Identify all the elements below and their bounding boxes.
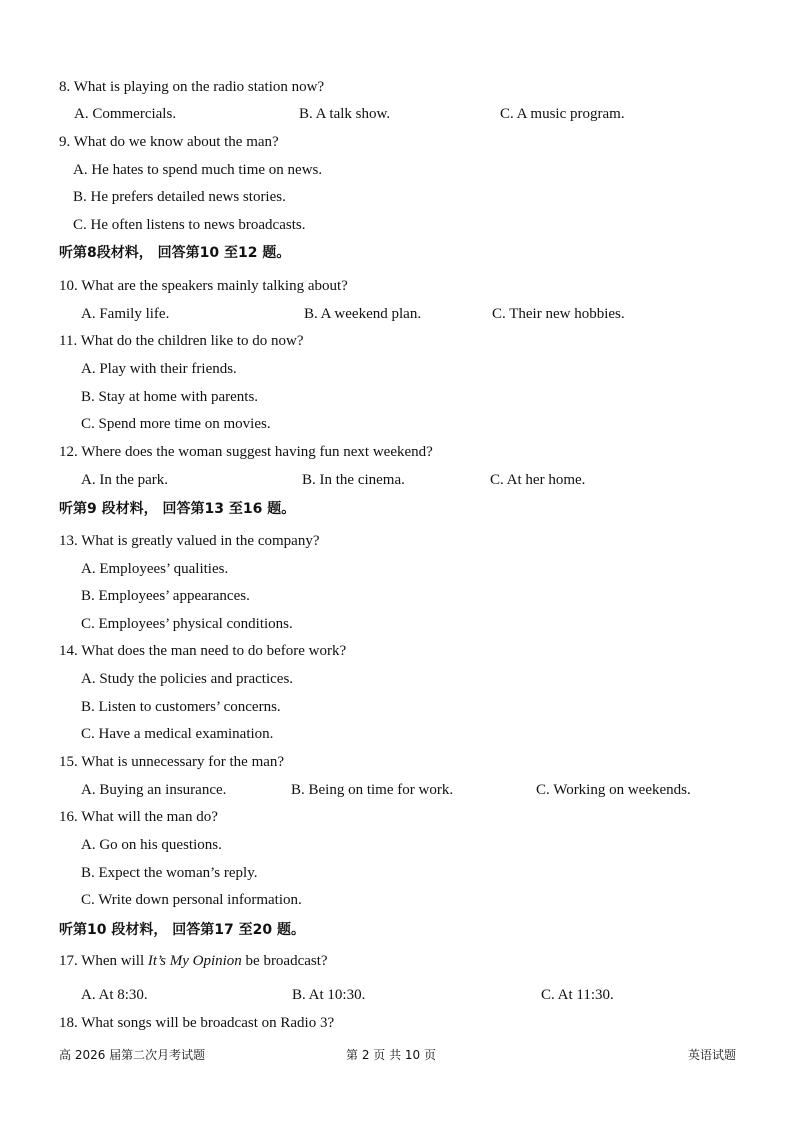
q10-option-a: A. Family life. [81, 306, 170, 322]
q13-option-c: C. Employees’ physical conditions. [81, 616, 293, 632]
question-11: 11. What do the children like to do now? [59, 333, 304, 349]
footer-subject: 英语试题 [688, 1048, 737, 1062]
question-12: 12. Where does the woman suggest having fun next weekend? [59, 444, 433, 460]
q15-option-a: A. Buying an insurance. [81, 782, 227, 798]
q10-option-b: B. A weekend plan. [304, 306, 422, 322]
program-title: It’s My Opinion [147, 953, 242, 969]
q9-option-b: B. He prefers detailed news stories. [73, 189, 286, 205]
q17-option-a: A. At 8:30. [81, 987, 148, 1003]
q16-option-c: C. Write down personal information. [81, 892, 302, 908]
question-9: 9. What do we know about the man? [59, 134, 279, 150]
question-15: 15. What is unnecessary for the man? [59, 754, 285, 770]
q14-option-a: A. Study the policies and practices. [81, 671, 294, 687]
question-8: 8. What is playing on the radio station now? [59, 79, 325, 95]
q17-option-b: B. At 10:30. [292, 987, 366, 1003]
q12-option-c: C. At her home. [490, 472, 586, 488]
question-17: 17. When will It’s My Opinion be broadcast? [59, 953, 328, 969]
question-18: 18. What songs will be broadcast on Radio 3? [59, 1015, 335, 1031]
q10-option-c: C. Their new hobbies. [492, 306, 625, 322]
q9-option-a: A. He hates to spend much time on news. [73, 162, 323, 178]
question-13: 13. What is greatly valued in the company? [59, 533, 320, 549]
q15-option-c: C. Working on weekends. [536, 782, 691, 798]
section-header-9: 听第9 段材料， 回答第13 至16 题。 [59, 501, 296, 517]
q16-option-a: A. Go on his questions. [81, 837, 222, 853]
q11-option-a: A. Play with their friends. [81, 361, 237, 377]
q15-option-b: B. Being on time for work. [291, 782, 454, 798]
section-header-8: 听第8段材料， 回答第10 至12 题。 [59, 245, 291, 261]
q13-option-a: A. Employees’ qualities. [81, 561, 229, 577]
q12-option-a: A. In the park. [81, 472, 169, 488]
footer-page-number: 第 2 页 共 10 页 [346, 1048, 436, 1062]
q14-option-c: C. Have a medical examination. [81, 726, 274, 742]
q8-option-a: A. Commercials. [74, 106, 177, 122]
footer-exam-title: 高 2026 届第二次月考试题 [59, 1048, 206, 1062]
q9-option-c: C. He often listens to news broadcasts. [73, 217, 306, 233]
q13-option-b: B. Employees’ appearances. [81, 588, 250, 604]
section-header-10: 听第10 段材料， 回答第17 至20 题。 [59, 922, 305, 938]
question-16: 16. What will the man do? [59, 809, 218, 825]
q17-option-c: C. At 11:30. [541, 987, 614, 1003]
q12-option-b: B. In the cinema. [302, 472, 405, 488]
question-10: 10. What are the speakers mainly talking about? [59, 278, 348, 294]
q8-option-b: B. A talk show. [299, 106, 391, 122]
q11-option-b: B. Stay at home with parents. [81, 389, 259, 405]
q11-option-c: C. Spend more time on movies. [81, 416, 271, 432]
q14-option-b: B. Listen to customers’ concerns. [81, 699, 281, 715]
question-14: 14. What does the man need to do before work? [59, 643, 347, 659]
q16-option-b: B. Expect the woman’s reply. [81, 865, 258, 881]
q8-option-c: C. A music program. [500, 106, 625, 122]
